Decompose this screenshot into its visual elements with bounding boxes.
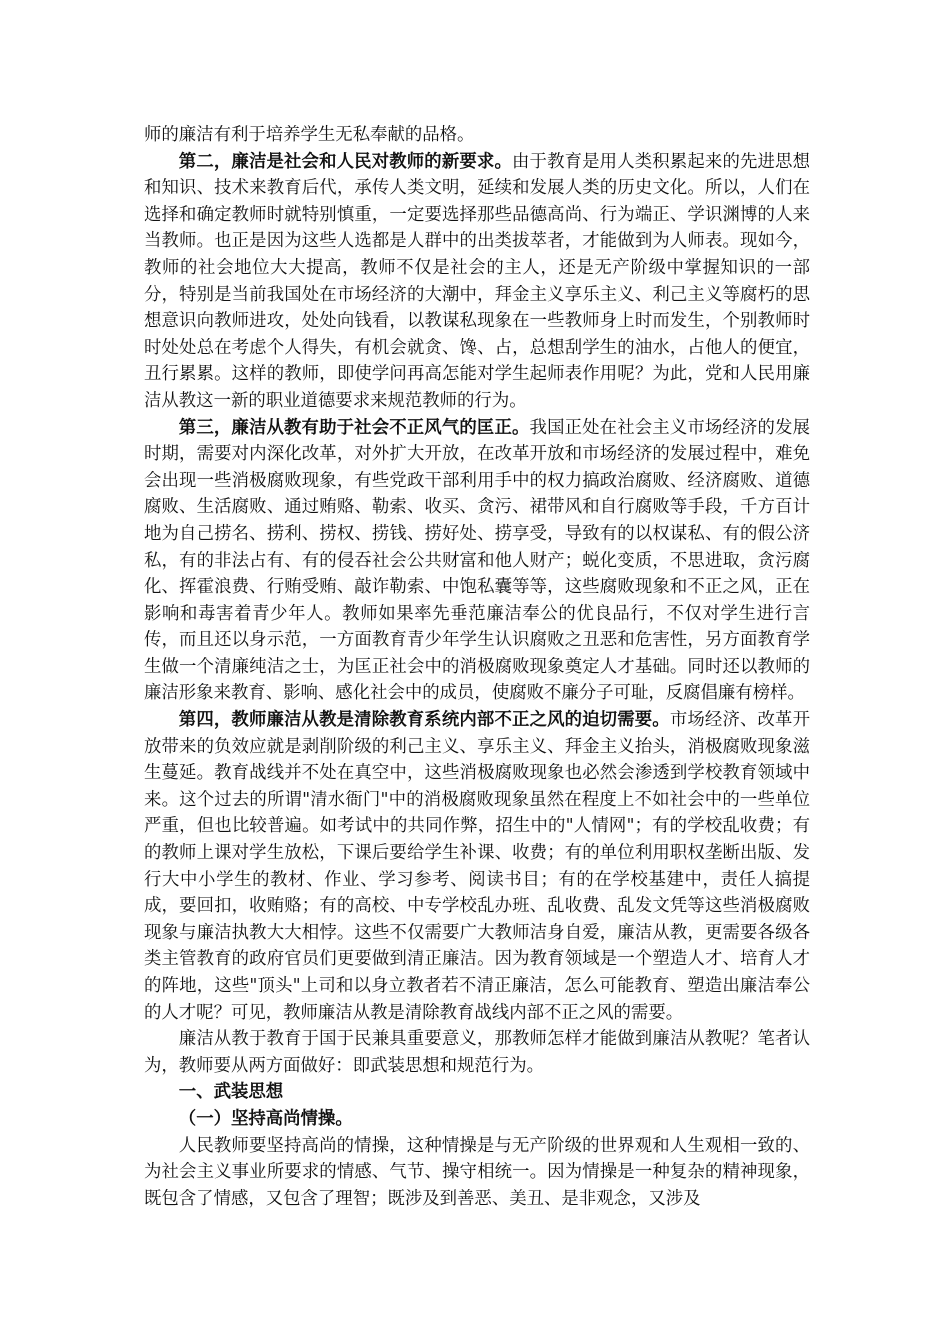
paragraph-lead-third: 第三，廉洁从教有助于社会不正风气的匡正。 [178, 417, 530, 438]
paragraph-second-point [144, 149, 810, 415]
paragraph-fourth-point [144, 707, 810, 1026]
paragraph-continuation: 师的廉洁有利于培养学生无私奉献的品格。 [144, 125, 475, 145]
paragraph-lead-second: 第二，廉洁是社会和人民对教师的新要求。 [178, 151, 512, 172]
paragraph-third-point [144, 415, 810, 708]
paragraph-lead-fourth: 第四，教师廉洁从教是清除教育系统内部不正之风的迫切需要。 [178, 710, 670, 731]
document-page [144, 122, 810, 1212]
subsection-heading-noble-sentiment: （一）坚持高尚情操。 [178, 1108, 353, 1129]
paragraph-body-third: 我国正处在社会主义市场经济的发展时期，需要对内深化改革，对外扩大开放，在改革开放和市场经济的发展过程中，难免会出现一些消极腐败现象，有些党政干部利用手中的权力搞政治腐败、经济腐败、道德腐败、生活腐败、通过贿赂、勒索、收买、贪污、裙带风和自行腐败等手段，千方百计地为自己捞名、捞利、捞权、捞钱、捞好处、捞享受，导致有的以权谋私、有的假公济私，有的非法占有、有的侵吞社会公共财富和他人财产；蜕化变质，不思进取，贪污腐化、挥霍浪费、行贿受贿、敲诈勒索、中饱私囊等等，这些腐败现象和不正之风，正在影响和毒害着青少年人。教师如果率先垂范廉洁奉公的优良品行，不仅对学生进行言传，而且还以身示范，一方面教育青少年学生认识腐败之丑恶和危害性，另方面教育学生做一个清廉纯洁之士，为匡正社会中的消极腐败现象奠定人才基础。同时还以教师的廉洁形象来教育、影响、感化社会中的成员，使腐败不廉分子可耻，反腐倡廉有榜样。 [144, 417, 810, 704]
paragraph-summary: 廉洁从教于教育于国于民兼具重要意义，那教师怎样才能做到廉洁从教呢？笔者认为，教师要从两方面做好：即武装思想和规范行为。 [144, 1029, 810, 1076]
paragraph-body-fourth: 市场经济、改革开放带来的负效应就是剥削阶级的利己主义、享乐主义、拜金主义抬头，消极腐败现象滋生蔓延。教育战线并不处在真空中，这些消极腐败现象也必然会渗透到学校教育领域中来。这个过去的所谓"清水衙门"中的消极腐败现象虽然在程度上不如社会中的一些单位严重，但也比较普遍。如考试中的共同作弊，招生中的"人情网"；有的学校乱收费；有的教师上课对学生放松，下课后要给学生补课、收费；有的单位利用职权垄断出版、发行大中小学生的教材、作业、学习参考、阅读书目；有的在学校基建中，责任人搞提成，要回扣，收贿赂；有的高校、中专学校乱办班、乱收费、乱发文凭等这些消极腐败现象与廉洁执教大大相悖。这些不仅需要广大教师洁身自爱，廉洁从教，更需要各级各类主管教育的政府官员们更要做到清正廉洁。因为教育领域是一个塑造人才、培育人才的阵地，这些"顶头"上司和以身立教者若不清正廉洁，怎么可能教育、塑造出廉洁奉公的人才呢？可见，教师廉洁从教是清除教育战线内部不正之风的需要。 [144, 710, 810, 1023]
paragraph-body-second: 由于教育是用人类积累起来的先进思想和知识、技术来教育后代，承传人类文明，延续和发展人类的历史文化。所以，人们在选择和确定教师时就特别慎重，一定要选择那些品德高尚、行为端正、学识渊博的人来当教师。也正是因为这些人选都是人群中的出类拔萃者，才能做到为人师表。现如今，教师的社会地位大大提高，教师不仅是社会的主人，还是无产阶级中掌握知识的一部分，特别是当前我国处在市场经济的大潮中，拜金主义享乐主义、利己主义等腐朽的思想意识向教师进攻，处处向钱看，以教谋私现象在一些教师身上时而发生，个别教师时时处处总在考虑个人得失，有机会就贪、馋、占，总想刮学生的油水，占他人的便宜，丑行累累。这样的教师，即使学问再高怎能对学生起师表作用呢？为此，党和人民用廉洁从教这一新的职业道德要求来规范教师的行为。 [144, 151, 810, 411]
section-heading-arm-thought: 一、武装思想 [178, 1082, 284, 1103]
paragraph-noble-sentiment: 人民教师要坚持高尚的情操，这种情操是与无产阶级的世界观和人生观相一致的、为社会主义事业所要求的情感、气节、操守相统一。因为情操是一种复杂的精神现象，既包含了情感，又包含了理智；既涉及到善恶、美丑、是非观念，又涉及 [144, 1135, 810, 1209]
